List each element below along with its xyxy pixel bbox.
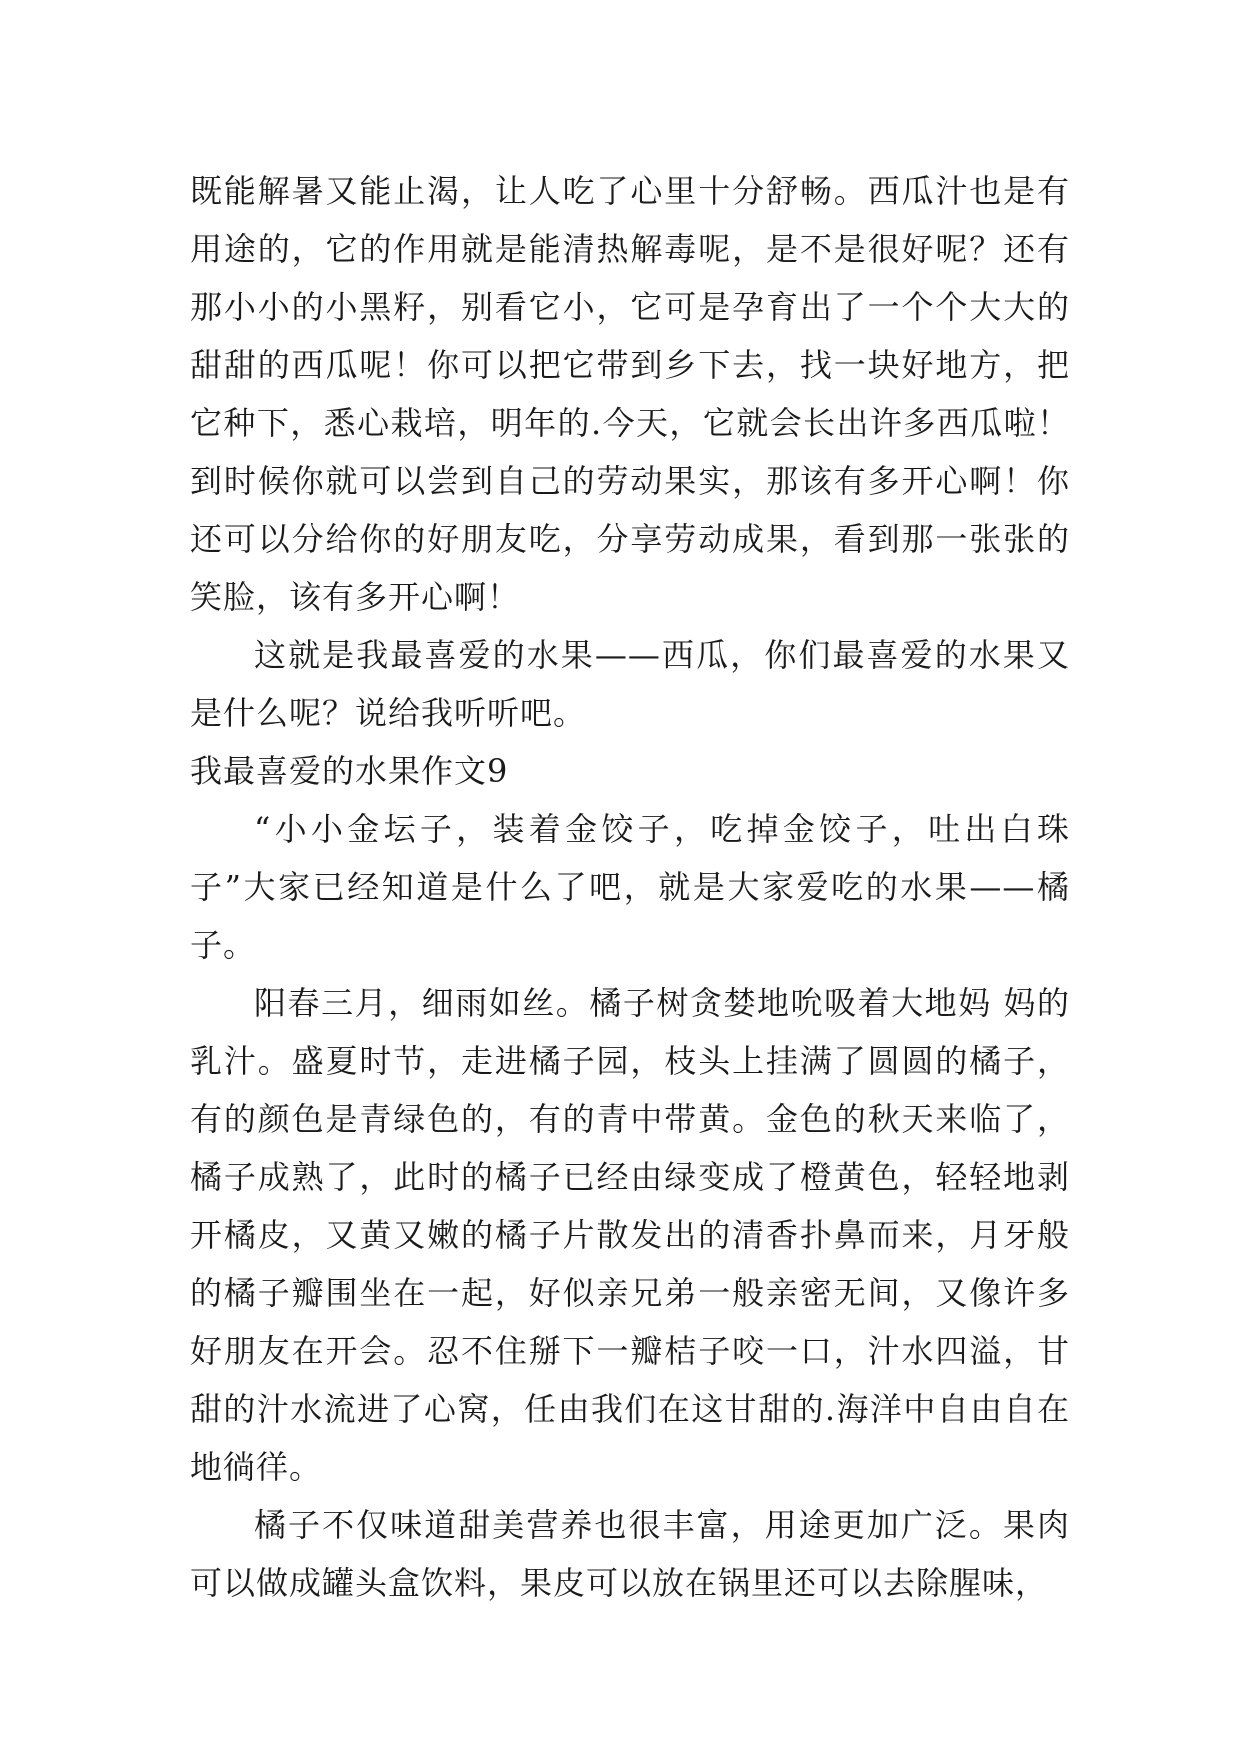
paragraph-watermelon-conclusion: 这就是我最喜爱的水果——西瓜，你们最喜爱的水果又是什么呢？说给我听听吧。 [190,636,1070,732]
paragraph-orange-riddle: “小小金坛子，装着金饺子，吃掉金饺子，吐出白珠子”大家已经知道是什么了吧，就是大家爱吃的水果——橘子。 [190,810,1070,964]
paragraph-watermelon-uses: 既能解暑又能止渴，让人吃了心里十分舒畅。西瓜汁也是有用途的，它的作用就是能清热解毒呢，是不是很好呢？还有那小小的小黑籽，别看它小，它可是孕育出了一个个大大的甜甜的西瓜呢！你可以把它带到乡下去，找一块好地方，把它种下，悉心栽培，明年的.今天，它就会长出许多西瓜啦！到时候你就可以尝到自己的劳动果实，那该有多开心啊！你还可以分给你的好朋友吃，分享劳动成果，看到那一张张的笑脸，该有多开心啊！ [190,172,1070,616]
section-title: 我最喜爱的水果作文9 [190,752,509,790]
document-body [190,162,1070,1612]
paragraph-orange-uses: 橘子不仅味道甜美营养也很丰富，用途更加广泛。果肉可以做成罐头盒饮料，果皮可以放在锅里还可以去除腥味， [190,1506,1070,1602]
paragraph-orange-seasons: 阳春三月，细雨如丝。橘子树贪婪地吮吸着大地妈 妈的乳汁。盛夏时节，走进橘子园，枝头上挂满了圆圆的橘子，有的颜色是青绿色的，有的青中带黄。金色的秋天来临了，橘子成熟了，此时的橘子已经由绿变成了橙黄色，轻轻地剥开橘皮，又黄又嫩的橘子片散发出的清香扑鼻而来，月牙般的橘子瓣围坐在一起，好似亲兄弟一般亲密无间，又像许多好朋友在开会。忍不住掰下一瓣桔子咬一口，汁水四溢，甘甜的汁水流进了心窝，任由我们在这甘甜的.海洋中自由自在地徜徉。 [190,984,1070,1486]
